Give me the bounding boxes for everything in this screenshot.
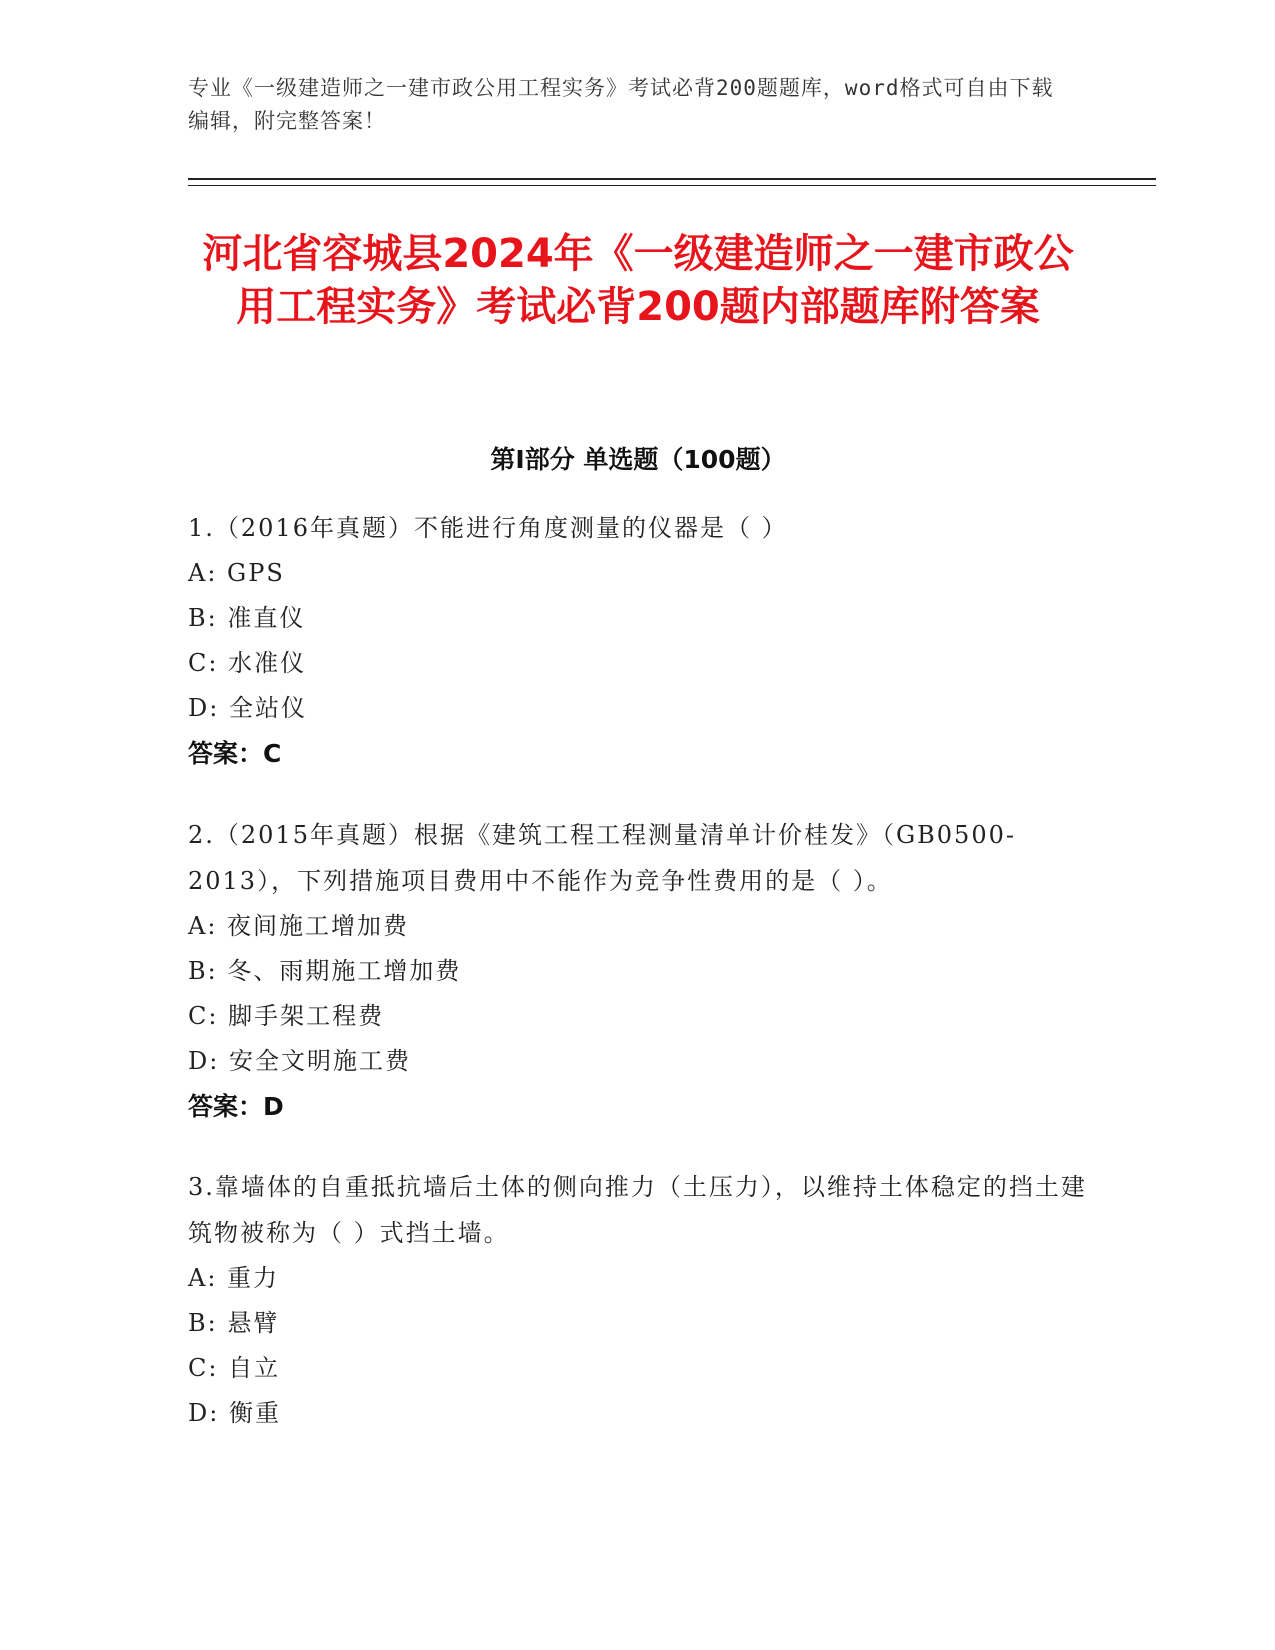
- option-b: B: 准直仪: [188, 604, 306, 632]
- option-b: B: 冬、雨期施工增加费: [188, 957, 462, 985]
- question-2: [188, 812, 1088, 1129]
- option-a: A: 重力: [188, 1264, 280, 1292]
- option-c: C: 自立: [188, 1354, 281, 1382]
- option-d: D: 衡重: [188, 1399, 281, 1427]
- answer: 答案：C: [188, 739, 282, 768]
- option-c: C: 水准仪: [188, 649, 307, 677]
- answer: 答案：D: [188, 1092, 284, 1121]
- option-a: A: GPS: [188, 559, 285, 587]
- question-1: [188, 505, 1088, 776]
- question-stem: 2.（2015年真题）根据《建筑工程工程测量清单计价桂发》（GB0500-2013），下列措施项目费用中不能作为竞争性费用的是（ ）。: [188, 821, 1016, 895]
- question-stem: 1.（2016年真题）不能进行角度测量的仪器是（ ）: [188, 514, 788, 542]
- option-c: C: 脚手架工程费: [188, 1002, 385, 1030]
- header-note: 专业《一级建造师之一建市政公用工程实务》考试必背200题题库，word格式可自由下载编辑，附完整答案！: [188, 76, 1054, 133]
- option-d: D: 安全文明施工费: [188, 1047, 411, 1075]
- option-b: B: 悬臂: [188, 1309, 280, 1337]
- question-3: [188, 1164, 1088, 1436]
- option-a: A: 夜间施工增加费: [188, 912, 410, 940]
- section-title: 第I部分 单选题（100题）: [490, 445, 786, 474]
- header-divider-thin: [188, 185, 1156, 186]
- option-d: D: 全站仪: [188, 694, 307, 722]
- question-stem: 3.靠墙体的自重抵抗墙后土体的侧向推力（土压力），以维持土体稳定的挡土建筑物被称为（ ）式挡土墙。: [188, 1173, 1087, 1247]
- document-title: 河北省容城县2024年《一级建造师之一建市政公用工程实务》考试必背200题内部题库附答案: [202, 231, 1074, 330]
- header-divider-thick: [188, 178, 1156, 180]
